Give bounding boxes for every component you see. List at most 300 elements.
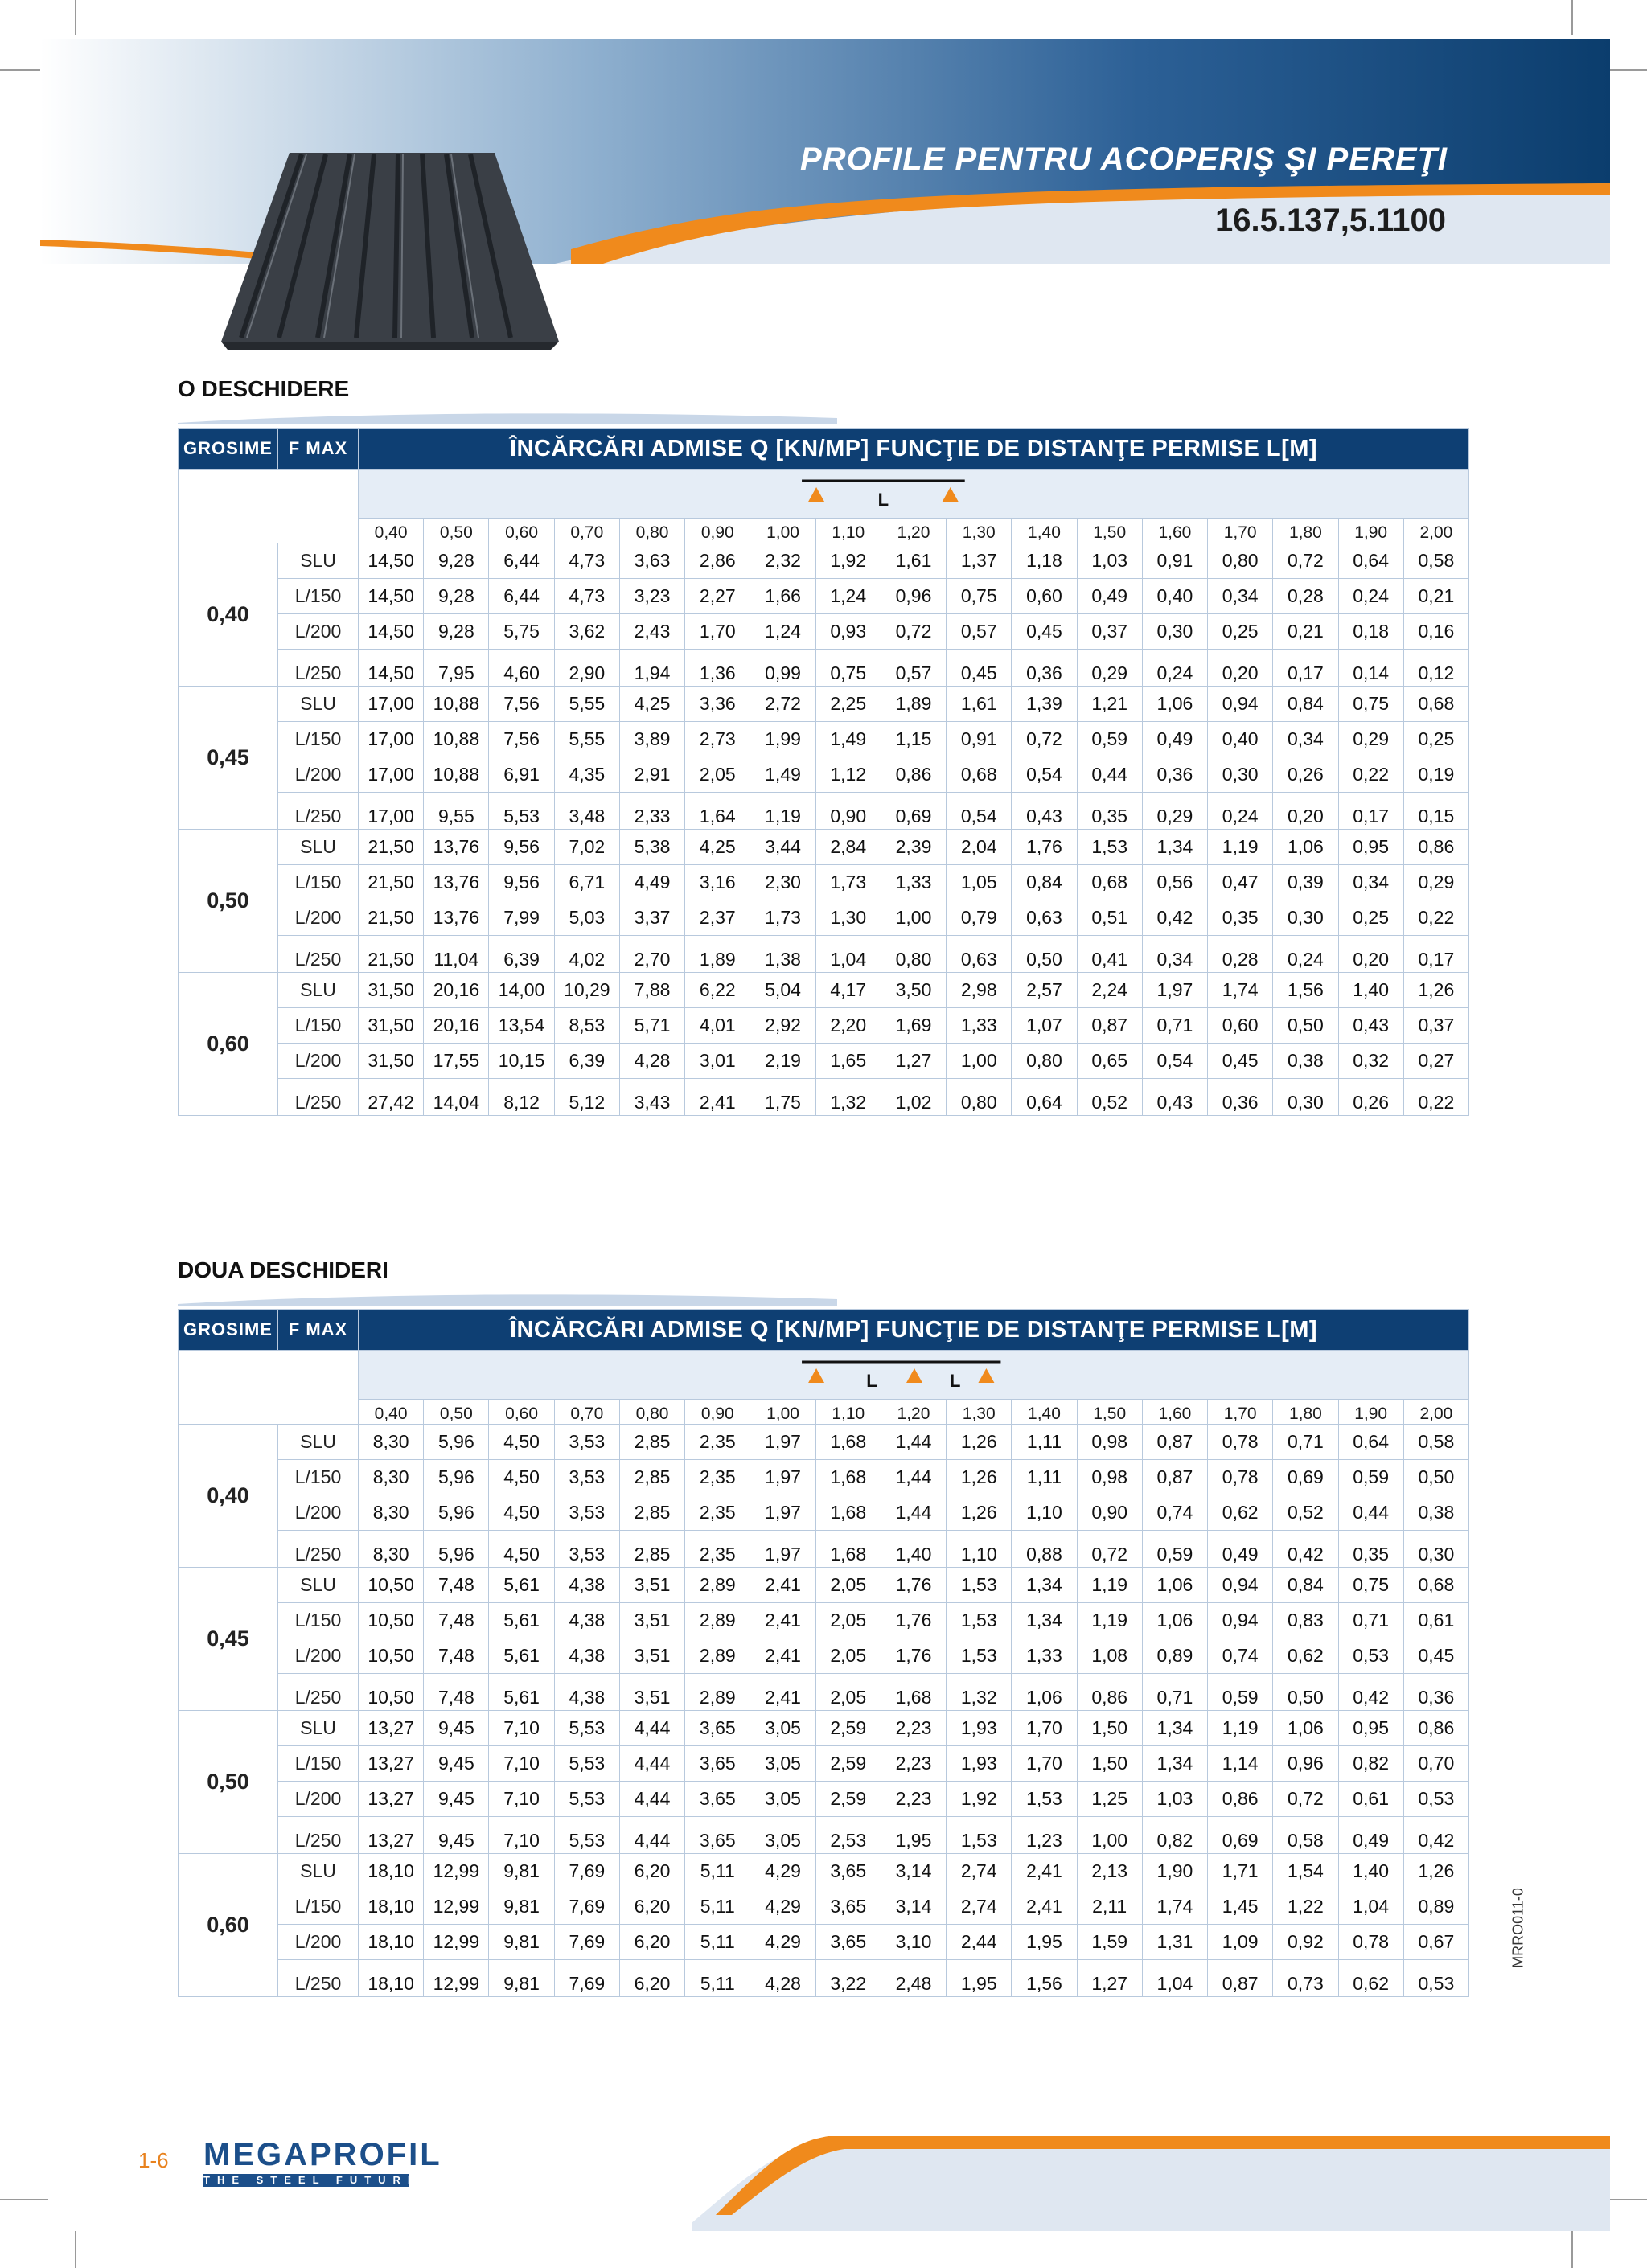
- load-value-cell: 1,89: [881, 687, 946, 722]
- load-value-cell: 4,50: [489, 1531, 554, 1568]
- load-value-cell: 1,31: [1142, 1925, 1207, 1960]
- load-value-cell: 4,29: [750, 1925, 815, 1960]
- load-value-cell: 1,44: [881, 1425, 946, 1460]
- load-value-cell: 1,53: [1012, 1782, 1077, 1817]
- load-value-cell: 3,14: [881, 1889, 946, 1925]
- load-value-cell: 0,18: [1338, 614, 1403, 650]
- load-value-cell: 1,33: [881, 865, 946, 900]
- load-value-cell: 0,30: [1142, 614, 1207, 650]
- fmax-cell: L/150: [278, 579, 359, 614]
- document-code: [1510, 1880, 1526, 1976]
- load-value-cell: 4,28: [750, 1960, 815, 1997]
- load-value-cell: 1,68: [815, 1425, 881, 1460]
- load-value-cell: 1,95: [1012, 1925, 1077, 1960]
- load-value-cell: 0,64: [1338, 1425, 1403, 1460]
- load-value-cell: 5,11: [685, 1925, 750, 1960]
- grosime-cell: 0,45: [179, 687, 278, 830]
- fmax-cell: L/200: [278, 1044, 359, 1079]
- load-value-cell: 0,63: [1012, 900, 1077, 936]
- load-value-cell: 1,02: [881, 1079, 946, 1116]
- load-value-cell: 1,26: [1403, 973, 1468, 1008]
- load-value-cell: 3,44: [750, 830, 815, 865]
- load-value-cell: 20,16: [424, 1008, 489, 1044]
- fmax-cell: L/200: [278, 757, 359, 793]
- fmax-cell: L/200: [278, 1638, 359, 1674]
- load-value-cell: 5,11: [685, 1854, 750, 1889]
- load-value-cell: 1,97: [750, 1425, 815, 1460]
- load-value-cell: 4,25: [685, 830, 750, 865]
- load-value-cell: 0,50: [1273, 1008, 1338, 1044]
- load-value-cell: 2,70: [619, 936, 684, 973]
- load-value-cell: 0,86: [1403, 1711, 1468, 1746]
- load-value-cell: 0,87: [1142, 1425, 1207, 1460]
- table-row: [179, 1495, 1469, 1531]
- load-value-cell: 6,20: [619, 1854, 684, 1889]
- table-row: [179, 579, 1469, 614]
- load-value-cell: 2,32: [750, 543, 815, 579]
- load-value-cell: 5,03: [554, 900, 619, 936]
- load-value-cell: 3,89: [619, 722, 684, 757]
- load-value-cell: 0,72: [1273, 543, 1338, 579]
- load-value-cell: 0,17: [1273, 650, 1338, 687]
- load-value-cell: 2,41: [750, 1603, 815, 1638]
- load-value-cell: 2,05: [815, 1568, 881, 1603]
- load-value-cell: 3,16: [685, 865, 750, 900]
- fmax-cell: L/250: [278, 1079, 359, 1116]
- load-value-cell: 0,59: [1208, 1674, 1273, 1711]
- load-value-cell: 5,38: [619, 830, 684, 865]
- load-value-cell: 0,32: [1338, 1044, 1403, 1079]
- load-value-cell: 0,83: [1273, 1603, 1338, 1638]
- load-value-cell: 1,15: [881, 722, 946, 757]
- fmax-cell: SLU: [278, 1854, 359, 1889]
- load-value-cell: 3,53: [554, 1460, 619, 1495]
- load-value-cell: 18,10: [359, 1854, 424, 1889]
- load-value-cell: 2,74: [947, 1854, 1012, 1889]
- load-value-cell: 0,43: [1142, 1079, 1207, 1116]
- load-value-cell: 0,49: [1142, 722, 1207, 757]
- load-value-cell: 2,05: [685, 757, 750, 793]
- table-row: [179, 1889, 1469, 1925]
- load-value-cell: 31,50: [359, 973, 424, 1008]
- load-value-cell: 0,30: [1403, 1531, 1468, 1568]
- load-value-cell: 0,50: [1012, 936, 1077, 973]
- load-value-cell: 1,89: [685, 936, 750, 973]
- load-value-cell: 0,75: [947, 579, 1012, 614]
- load-value-cell: 17,00: [359, 687, 424, 722]
- loads-header: ÎNCĂRCĂRI ADMISE Q [KN/MP] FUNCŢIE DE DISTANŢE PERMISE L[M]: [359, 1310, 1469, 1351]
- load-value-cell: 0,47: [1208, 865, 1273, 900]
- load-value-cell: 3,65: [685, 1746, 750, 1782]
- load-value-cell: 9,45: [424, 1711, 489, 1746]
- load-value-cell: 17,55: [424, 1044, 489, 1079]
- load-value-cell: 8,30: [359, 1495, 424, 1531]
- load-value-cell: 20,16: [424, 973, 489, 1008]
- megaprofil-logo: [203, 2137, 442, 2187]
- load-value-cell: 2,92: [750, 1008, 815, 1044]
- load-value-cell: 2,59: [815, 1746, 881, 1782]
- load-value-cell: 9,81: [489, 1925, 554, 1960]
- load-value-cell: 14,04: [424, 1079, 489, 1116]
- load-value-cell: 2,89: [685, 1674, 750, 1711]
- fmax-cell: L/150: [278, 1889, 359, 1925]
- load-value-cell: 2,98: [947, 973, 1012, 1008]
- load-value-cell: 1,76: [1012, 830, 1077, 865]
- load-value-cell: 1,32: [815, 1079, 881, 1116]
- load-value-cell: 0,20: [1338, 936, 1403, 973]
- load-value-cell: 0,96: [881, 579, 946, 614]
- load-value-cell: 0,72: [1273, 1782, 1338, 1817]
- load-value-cell: 2,20: [815, 1008, 881, 1044]
- load-value-cell: 1,04: [1142, 1960, 1207, 1997]
- table-row: [179, 722, 1469, 757]
- load-value-cell: 2,39: [881, 830, 946, 865]
- load-value-cell: 31,50: [359, 1044, 424, 1079]
- load-value-cell: 2,41: [1012, 1889, 1077, 1925]
- load-value-cell: 9,45: [424, 1817, 489, 1854]
- load-value-cell: 13,27: [359, 1746, 424, 1782]
- load-value-cell: 1,65: [815, 1044, 881, 1079]
- load-value-cell: 2,23: [881, 1711, 946, 1746]
- load-value-cell: 3,05: [750, 1746, 815, 1782]
- load-value-cell: 12,99: [424, 1889, 489, 1925]
- load-value-cell: 0,82: [1338, 1746, 1403, 1782]
- load-value-cell: 1,59: [1077, 1925, 1142, 1960]
- load-value-cell: 0,40: [1142, 579, 1207, 614]
- distance-cell: 0,90: [685, 1400, 750, 1425]
- load-value-cell: 0,84: [1273, 687, 1338, 722]
- table-header-row: [179, 1310, 1469, 1351]
- load-value-cell: 0,74: [1208, 1638, 1273, 1674]
- load-value-cell: 1,06: [1012, 1674, 1077, 1711]
- fmax-cell: L/150: [278, 865, 359, 900]
- load-value-cell: 0,80: [947, 1079, 1012, 1116]
- load-value-cell: 1,94: [619, 650, 684, 687]
- load-value-cell: 0,58: [1403, 1425, 1468, 1460]
- load-value-cell: 0,36: [1012, 650, 1077, 687]
- load-value-cell: 8,30: [359, 1425, 424, 1460]
- load-value-cell: 9,81: [489, 1889, 554, 1925]
- load-value-cell: 0,20: [1208, 650, 1273, 687]
- distance-cell: 0,70: [554, 519, 619, 543]
- load-value-cell: 1,03: [1142, 1782, 1207, 1817]
- load-value-cell: 0,42: [1403, 1817, 1468, 1854]
- load-value-cell: 7,99: [489, 900, 554, 936]
- load-value-cell: 1,61: [947, 687, 1012, 722]
- table-row: [179, 650, 1469, 687]
- load-value-cell: 4,29: [750, 1889, 815, 1925]
- load-value-cell: 10,88: [424, 722, 489, 757]
- load-value-cell: 0,43: [1012, 793, 1077, 830]
- load-value-cell: 0,73: [1273, 1960, 1338, 1997]
- load-value-cell: 2,23: [881, 1782, 946, 1817]
- load-value-cell: 2,11: [1077, 1889, 1142, 1925]
- load-value-cell: 3,05: [750, 1782, 815, 1817]
- table-row: [179, 793, 1469, 830]
- load-value-cell: 1,45: [1208, 1889, 1273, 1925]
- load-value-cell: 7,48: [424, 1674, 489, 1711]
- load-value-cell: 0,37: [1077, 614, 1142, 650]
- load-value-cell: 0,62: [1208, 1495, 1273, 1531]
- load-value-cell: 1,97: [750, 1460, 815, 1495]
- load-value-cell: 1,66: [750, 579, 815, 614]
- load-value-cell: 8,30: [359, 1531, 424, 1568]
- title-underline: [178, 1290, 837, 1306]
- load-value-cell: 1,68: [815, 1460, 881, 1495]
- load-value-cell: 2,27: [685, 579, 750, 614]
- load-value-cell: 0,29: [1142, 793, 1207, 830]
- load-value-cell: 0,96: [1273, 1746, 1338, 1782]
- load-value-cell: 0,61: [1338, 1782, 1403, 1817]
- load-value-cell: 2,30: [750, 865, 815, 900]
- span-diagram: [359, 470, 1469, 518]
- load-value-cell: 3,10: [881, 1925, 946, 1960]
- load-value-cell: 0,86: [1208, 1782, 1273, 1817]
- table-row: [179, 973, 1469, 1008]
- load-value-cell: 4,38: [554, 1638, 619, 1674]
- fmax-cell: L/250: [278, 936, 359, 973]
- load-value-cell: 14,50: [359, 650, 424, 687]
- crop-mark: [0, 2199, 48, 2200]
- load-value-cell: 0,25: [1208, 614, 1273, 650]
- fmax-cell: L/250: [278, 1817, 359, 1854]
- load-value-cell: 1,39: [1012, 687, 1077, 722]
- load-value-cell: 0,68: [1077, 865, 1142, 900]
- load-value-cell: 0,51: [1077, 900, 1142, 936]
- distance-cell: 0,40: [359, 1400, 424, 1425]
- load-value-cell: 1,30: [815, 900, 881, 936]
- load-value-cell: 2,85: [619, 1425, 684, 1460]
- fmax-cell: SLU: [278, 1425, 359, 1460]
- load-value-cell: 5,61: [489, 1603, 554, 1638]
- fmax-cell: L/250: [278, 793, 359, 830]
- load-value-cell: 9,55: [424, 793, 489, 830]
- support-triangle: [906, 1368, 922, 1383]
- load-value-cell: 1,33: [947, 1008, 1012, 1044]
- load-value-cell: 0,69: [881, 793, 946, 830]
- load-value-cell: 13,54: [489, 1008, 554, 1044]
- load-value-cell: 1,74: [1142, 1889, 1207, 1925]
- load-value-cell: 4,73: [554, 579, 619, 614]
- load-value-cell: 6,20: [619, 1925, 684, 1960]
- fmax-cell: SLU: [278, 543, 359, 579]
- table-row: [179, 1603, 1469, 1638]
- table-row: [179, 1460, 1469, 1495]
- load-value-cell: 4,50: [489, 1460, 554, 1495]
- load-value-cell: 2,23: [881, 1746, 946, 1782]
- distance-cell: 1,70: [1208, 519, 1273, 543]
- distance-cell: 0,80: [619, 519, 684, 543]
- load-value-cell: 7,02: [554, 830, 619, 865]
- table-row: [179, 1817, 1469, 1854]
- load-value-cell: 0,17: [1338, 793, 1403, 830]
- load-value-cell: 8,30: [359, 1460, 424, 1495]
- load-value-cell: 7,56: [489, 722, 554, 757]
- load-value-cell: 0,29: [1403, 865, 1468, 900]
- product-code: 16.5.137,5.1100: [1215, 203, 1446, 238]
- load-value-cell: 9,28: [424, 579, 489, 614]
- load-value-cell: 2,35: [685, 1425, 750, 1460]
- load-value-cell: 5,96: [424, 1531, 489, 1568]
- table-row: [179, 687, 1469, 722]
- load-value-cell: 1,23: [1012, 1817, 1077, 1854]
- load-value-cell: 0,30: [1273, 1079, 1338, 1116]
- load-value-cell: 7,48: [424, 1568, 489, 1603]
- load-value-cell: 2,73: [685, 722, 750, 757]
- fmax-cell: L/150: [278, 1460, 359, 1495]
- span-diagram: [359, 1351, 1469, 1399]
- table-row: [179, 1854, 1469, 1889]
- load-value-cell: 1,44: [881, 1495, 946, 1531]
- load-value-cell: 5,53: [554, 1746, 619, 1782]
- load-value-cell: 0,45: [947, 650, 1012, 687]
- load-value-cell: 1,74: [1208, 973, 1273, 1008]
- load-value-cell: 1,00: [947, 1044, 1012, 1079]
- load-value-cell: 1,18: [1012, 543, 1077, 579]
- load-value-cell: 1,25: [1077, 1782, 1142, 1817]
- load-value-cell: 1,93: [947, 1711, 1012, 1746]
- load-value-cell: 7,69: [554, 1960, 619, 1997]
- table-row: [179, 1746, 1469, 1782]
- load-value-cell: 7,95: [424, 650, 489, 687]
- load-value-cell: 10,50: [359, 1638, 424, 1674]
- fmax-cell: SLU: [278, 1711, 359, 1746]
- load-value-cell: 1,56: [1012, 1960, 1077, 1997]
- load-value-cell: 5,96: [424, 1460, 489, 1495]
- load-value-cell: 0,88: [1012, 1531, 1077, 1568]
- distance-cell: 0,90: [685, 519, 750, 543]
- load-value-cell: 4,35: [554, 757, 619, 793]
- grosime-cell: 0,50: [179, 830, 278, 973]
- load-value-cell: 1,76: [881, 1603, 946, 1638]
- load-value-cell: 5,53: [554, 1711, 619, 1746]
- load-value-cell: 1,54: [1273, 1854, 1338, 1889]
- load-value-cell: 4,02: [554, 936, 619, 973]
- distance-row: [179, 1400, 1469, 1425]
- load-value-cell: 5,55: [554, 722, 619, 757]
- load-value-cell: 0,68: [1403, 687, 1468, 722]
- load-value-cell: 0,69: [1273, 1460, 1338, 1495]
- load-value-cell: 1,50: [1077, 1711, 1142, 1746]
- load-value-cell: 3,51: [619, 1674, 684, 1711]
- load-value-cell: 0,52: [1273, 1495, 1338, 1531]
- load-value-cell: 4,49: [619, 865, 684, 900]
- section-title: O DESCHIDERE: [178, 376, 350, 401]
- load-value-cell: 0,42: [1273, 1531, 1338, 1568]
- load-value-cell: 0,52: [1077, 1079, 1142, 1116]
- load-value-cell: 5,75: [489, 614, 554, 650]
- load-value-cell: 4,60: [489, 650, 554, 687]
- load-value-cell: 0,28: [1208, 936, 1273, 973]
- fmax-cell: L/250: [278, 650, 359, 687]
- load-value-cell: 4,50: [489, 1495, 554, 1531]
- load-value-cell: 12,99: [424, 1925, 489, 1960]
- load-value-cell: 1,69: [881, 1008, 946, 1044]
- load-value-cell: 3,65: [685, 1817, 750, 1854]
- distance-cell: 1,00: [750, 519, 815, 543]
- distance-cell: 1,10: [815, 519, 881, 543]
- grosime-header: GROSIME: [179, 429, 278, 470]
- load-value-cell: 4,44: [619, 1711, 684, 1746]
- load-table: [178, 428, 1469, 1116]
- load-value-cell: 1,61: [881, 543, 946, 579]
- load-value-cell: 0,50: [1403, 1460, 1468, 1495]
- load-value-cell: 1,26: [1403, 1854, 1468, 1889]
- load-value-cell: 1,95: [947, 1960, 1012, 1997]
- load-value-cell: 1,68: [881, 1674, 946, 1711]
- load-value-cell: 0,94: [1208, 687, 1273, 722]
- load-value-cell: 2,19: [750, 1044, 815, 1079]
- load-value-cell: 1,19: [1077, 1568, 1142, 1603]
- table-row: [179, 1711, 1469, 1746]
- load-value-cell: 1,40: [1338, 973, 1403, 1008]
- load-value-cell: 0,91: [1142, 543, 1207, 579]
- load-value-cell: 2,89: [685, 1638, 750, 1674]
- load-value-cell: 0,79: [947, 900, 1012, 936]
- table-row: [179, 1674, 1469, 1711]
- load-value-cell: 2,72: [750, 687, 815, 722]
- load-value-cell: 0,92: [1273, 1925, 1338, 1960]
- grosime-cell: 0,60: [179, 1854, 278, 1997]
- load-value-cell: 3,22: [815, 1960, 881, 1997]
- load-value-cell: 2,24: [1077, 973, 1142, 1008]
- load-value-cell: 1,76: [881, 1568, 946, 1603]
- load-value-cell: 1,68: [815, 1495, 881, 1531]
- load-value-cell: 10,50: [359, 1568, 424, 1603]
- distance-cell: 1,50: [1077, 519, 1142, 543]
- grosime-header: GROSIME: [179, 1310, 278, 1351]
- table-row: [179, 865, 1469, 900]
- load-value-cell: 1,93: [947, 1746, 1012, 1782]
- load-value-cell: 0,25: [1403, 722, 1468, 757]
- load-value-cell: 1,53: [947, 1568, 1012, 1603]
- load-value-cell: 1,71: [1208, 1854, 1273, 1889]
- load-value-cell: 9,81: [489, 1854, 554, 1889]
- load-value-cell: 0,45: [1403, 1638, 1468, 1674]
- footer-band: [692, 2135, 1610, 2231]
- loads-header: ÎNCĂRCĂRI ADMISE Q [KN/MP] FUNCŢIE DE DISTANŢE PERMISE L[M]: [359, 429, 1469, 470]
- distance-cell: 1,50: [1077, 1400, 1142, 1425]
- load-value-cell: 1,00: [881, 900, 946, 936]
- load-value-cell: 1,97: [1142, 973, 1207, 1008]
- load-value-cell: 2,74: [947, 1889, 1012, 1925]
- load-value-cell: 3,05: [750, 1817, 815, 1854]
- load-value-cell: 7,10: [489, 1817, 554, 1854]
- load-value-cell: 6,39: [489, 936, 554, 973]
- load-value-cell: 6,44: [489, 579, 554, 614]
- load-value-cell: 0,38: [1403, 1495, 1468, 1531]
- fmax-cell: L/250: [278, 1531, 359, 1568]
- load-value-cell: 4,29: [750, 1854, 815, 1889]
- distance-cell: 1,80: [1273, 519, 1338, 543]
- table-header-row: [179, 429, 1469, 470]
- load-value-cell: 0,84: [1012, 865, 1077, 900]
- load-value-cell: 11,04: [424, 936, 489, 973]
- load-value-cell: 0,35: [1338, 1531, 1403, 1568]
- load-value-cell: 2,13: [1077, 1854, 1142, 1889]
- table-row: [179, 1044, 1469, 1079]
- load-value-cell: 2,89: [685, 1603, 750, 1638]
- load-value-cell: 0,34: [1338, 865, 1403, 900]
- distance-cell: 2,00: [1403, 1400, 1468, 1425]
- distance-cell: 1,60: [1142, 519, 1207, 543]
- load-value-cell: 0,44: [1338, 1495, 1403, 1531]
- distance-cell: 0,60: [489, 519, 554, 543]
- load-value-cell: 7,48: [424, 1638, 489, 1674]
- load-value-cell: 3,65: [815, 1889, 881, 1925]
- load-value-cell: 1,08: [1077, 1638, 1142, 1674]
- load-value-cell: 3,53: [554, 1495, 619, 1531]
